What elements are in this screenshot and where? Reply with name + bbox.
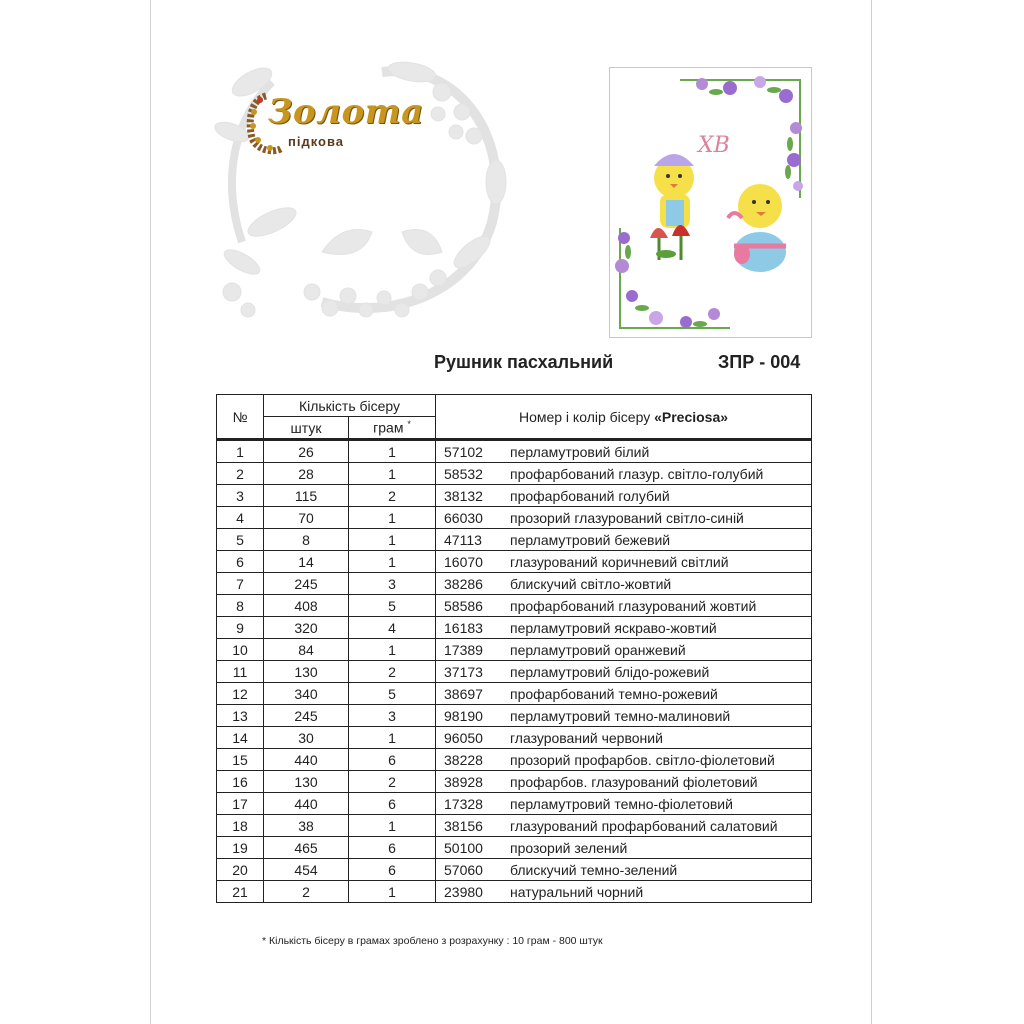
row-grams: 5 xyxy=(349,683,436,705)
table-row xyxy=(217,617,812,639)
row-color-code: 47113 xyxy=(444,531,482,548)
row-color xyxy=(436,661,812,683)
row-color-name: профарбований голубий xyxy=(510,487,670,504)
row-color-name: перламутровий білий xyxy=(510,443,650,460)
row-color-name: перламутровий блідо-рожевий xyxy=(510,663,710,680)
bead-table xyxy=(216,394,812,903)
pattern-code: ЗПР - 004 xyxy=(718,352,801,372)
table-row xyxy=(217,881,812,903)
easter-chicks-icon xyxy=(610,68,811,337)
row-color xyxy=(436,507,812,529)
row-number: 5 xyxy=(217,529,264,551)
row-number: 14 xyxy=(217,727,264,749)
row-pieces: 30 xyxy=(264,727,349,749)
row-pieces: 440 xyxy=(264,749,349,771)
row-color xyxy=(436,771,812,793)
col-grams-label: грам xyxy=(373,419,404,436)
row-grams: 5 xyxy=(349,595,436,617)
row-grams: 2 xyxy=(349,661,436,683)
brand-logo xyxy=(246,92,424,156)
row-color xyxy=(436,595,812,617)
row-grams: 6 xyxy=(349,859,436,881)
row-grams: 1 xyxy=(349,463,436,485)
row-pieces: 38 xyxy=(264,815,349,837)
row-grams: 2 xyxy=(349,485,436,507)
row-pieces: 8 xyxy=(264,529,349,551)
row-color-name: перламутровий темно-малиновий xyxy=(510,707,731,724)
row-color-code: 58532 xyxy=(444,465,483,482)
row-number: 6 xyxy=(217,551,264,573)
row-color-code: 38697 xyxy=(444,685,483,702)
row-pieces: 465 xyxy=(264,837,349,859)
row-number: 8 xyxy=(217,595,264,617)
table-row xyxy=(217,771,812,793)
row-pieces: 454 xyxy=(264,859,349,881)
row-color-name: профарбов. глазурований фіолетовий xyxy=(510,773,758,790)
row-number: 11 xyxy=(217,661,264,683)
row-number: 21 xyxy=(217,881,264,903)
row-pieces: 26 xyxy=(264,440,349,463)
brand-subtitle: підкова xyxy=(288,134,345,149)
row-color-name: прозорий глазурований світло-синій xyxy=(510,509,744,526)
row-pieces: 70 xyxy=(264,507,349,529)
row-color-code: 57060 xyxy=(444,861,483,878)
row-number: 7 xyxy=(217,573,264,595)
row-pieces: 320 xyxy=(264,617,349,639)
row-pieces: 440 xyxy=(264,793,349,815)
row-pieces: 245 xyxy=(264,705,349,727)
row-grams: 3 xyxy=(349,573,436,595)
table-row xyxy=(217,683,812,705)
table-row xyxy=(217,837,812,859)
row-number: 19 xyxy=(217,837,264,859)
row-color-code: 17328 xyxy=(444,795,483,812)
row-color xyxy=(436,705,812,727)
row-grams: 6 xyxy=(349,793,436,815)
table-row xyxy=(217,463,812,485)
row-color xyxy=(436,463,812,485)
row-grams: 1 xyxy=(349,529,436,551)
row-color xyxy=(436,749,812,771)
row-number: 15 xyxy=(217,749,264,771)
row-color-name: перламутровий оранжевий xyxy=(510,641,686,658)
col-grams-footnote-mark: * xyxy=(407,419,411,430)
row-color-name: глазурований коричневий світлий xyxy=(510,553,729,570)
row-color xyxy=(436,573,812,595)
col-quantity-header: Кількість бісеру xyxy=(264,395,436,417)
table-row xyxy=(217,595,812,617)
row-pieces: 130 xyxy=(264,661,349,683)
row-color xyxy=(436,551,812,573)
row-color-name: перламутровий яскраво-жовтий xyxy=(510,619,717,636)
row-color-name: прозорий зелений xyxy=(510,839,628,856)
row-number: 4 xyxy=(217,507,264,529)
row-grams: 1 xyxy=(349,507,436,529)
table-row xyxy=(217,639,812,661)
row-color-name: глазурований профарбований салатовий xyxy=(510,817,778,834)
row-color-code: 96050 xyxy=(444,729,483,746)
row-color xyxy=(436,529,812,551)
col-number-header: № xyxy=(217,395,264,440)
row-number: 10 xyxy=(217,639,264,661)
row-color xyxy=(436,485,812,507)
row-grams: 3 xyxy=(349,705,436,727)
row-color-name: прозорий профарбов. світло-фіолетовий xyxy=(510,751,775,768)
row-color xyxy=(436,617,812,639)
table-row xyxy=(217,705,812,727)
row-color xyxy=(436,727,812,749)
col-color-prefix: Номер і колір бісеру xyxy=(518,408,655,425)
row-grams: 1 xyxy=(349,727,436,749)
row-color-code: 23980 xyxy=(444,883,483,900)
col-color-brand: «Preciosa» xyxy=(654,408,729,425)
row-color-code: 16070 xyxy=(444,553,483,570)
row-color-code: 66030 xyxy=(444,509,483,526)
row-color-code: 17389 xyxy=(444,641,483,658)
row-grams: 1 xyxy=(349,551,436,573)
table-row xyxy=(217,485,812,507)
row-number: 12 xyxy=(217,683,264,705)
row-color xyxy=(436,793,812,815)
table-row xyxy=(217,507,812,529)
row-color-name: профарбований глазур. світло-голубий xyxy=(510,465,764,482)
table-row xyxy=(217,793,812,815)
row-number: 18 xyxy=(217,815,264,837)
table-row xyxy=(217,859,812,881)
row-color-code: 37173 xyxy=(444,663,483,680)
row-color-code: 38286 xyxy=(444,575,483,592)
row-grams: 2 xyxy=(349,771,436,793)
row-color xyxy=(436,639,812,661)
table-row xyxy=(217,551,812,573)
row-number: 2 xyxy=(217,463,264,485)
row-color-code: 16183 xyxy=(444,619,483,636)
row-grams: 1 xyxy=(349,815,436,837)
row-number: 16 xyxy=(217,771,264,793)
row-pieces: 2 xyxy=(264,881,349,903)
row-color xyxy=(436,859,812,881)
row-pieces: 340 xyxy=(264,683,349,705)
row-color-name: блискучий світло-жовтий xyxy=(510,575,672,592)
table-row xyxy=(217,727,812,749)
row-color-code: 58586 xyxy=(444,597,483,614)
row-color-name: блискучий темно-зелений xyxy=(510,861,678,878)
row-pieces: 130 xyxy=(264,771,349,793)
table-row xyxy=(217,440,812,463)
table-row xyxy=(217,749,812,771)
row-color-code: 57102 xyxy=(444,443,483,460)
row-color xyxy=(436,837,812,859)
row-pieces: 115 xyxy=(264,485,349,507)
row-color-name: натуральний чорний xyxy=(510,883,644,900)
row-color-name: перламутровий темно-фіолетовий xyxy=(510,795,733,812)
col-color-header xyxy=(436,395,812,440)
row-grams: 1 xyxy=(349,639,436,661)
row-pieces: 28 xyxy=(264,463,349,485)
table-row xyxy=(217,815,812,837)
row-color-name: профарбований темно-рожевий xyxy=(510,685,718,702)
col-grams-header xyxy=(349,417,436,440)
embroidery-preview xyxy=(609,67,812,338)
row-number: 13 xyxy=(217,705,264,727)
row-number: 20 xyxy=(217,859,264,881)
table-row xyxy=(217,661,812,683)
row-color-code: 38228 xyxy=(444,751,483,768)
row-color-code: 98190 xyxy=(444,707,483,724)
row-color-code: 38156 xyxy=(444,817,483,834)
row-grams: 6 xyxy=(349,837,436,859)
row-color xyxy=(436,440,812,463)
row-color-code: 50100 xyxy=(444,839,483,856)
row-pieces: 245 xyxy=(264,573,349,595)
row-number: 9 xyxy=(217,617,264,639)
table-row xyxy=(217,529,812,551)
pattern-title: Рушник пасхальний xyxy=(434,352,614,372)
row-number: 3 xyxy=(217,485,264,507)
row-color-name: глазурований червоний xyxy=(510,729,663,746)
row-number: 1 xyxy=(217,440,264,463)
row-number: 17 xyxy=(217,793,264,815)
footnote: * Кількість бісеру в грамах зроблено з розрахунку : 10 грам - 800 штук xyxy=(262,935,603,947)
row-color xyxy=(436,881,812,903)
row-grams: 1 xyxy=(349,881,436,903)
row-color-code: 38928 xyxy=(444,773,483,790)
row-pieces: 84 xyxy=(264,639,349,661)
row-pieces: 408 xyxy=(264,595,349,617)
row-grams: 6 xyxy=(349,749,436,771)
row-pieces: 14 xyxy=(264,551,349,573)
row-color-name: перламутровий бежевий xyxy=(510,531,671,548)
preview-letters: ХВ xyxy=(698,133,730,158)
row-grams: 1 xyxy=(349,440,436,463)
row-color xyxy=(436,683,812,705)
row-color-code: 38132 xyxy=(444,487,483,504)
brand-name: Золота xyxy=(268,92,424,132)
col-pieces-header: штук xyxy=(264,417,349,440)
row-color-name: профарбований глазурований жовтий xyxy=(510,597,757,614)
row-grams: 4 xyxy=(349,617,436,639)
row-color xyxy=(436,815,812,837)
table-row xyxy=(217,573,812,595)
